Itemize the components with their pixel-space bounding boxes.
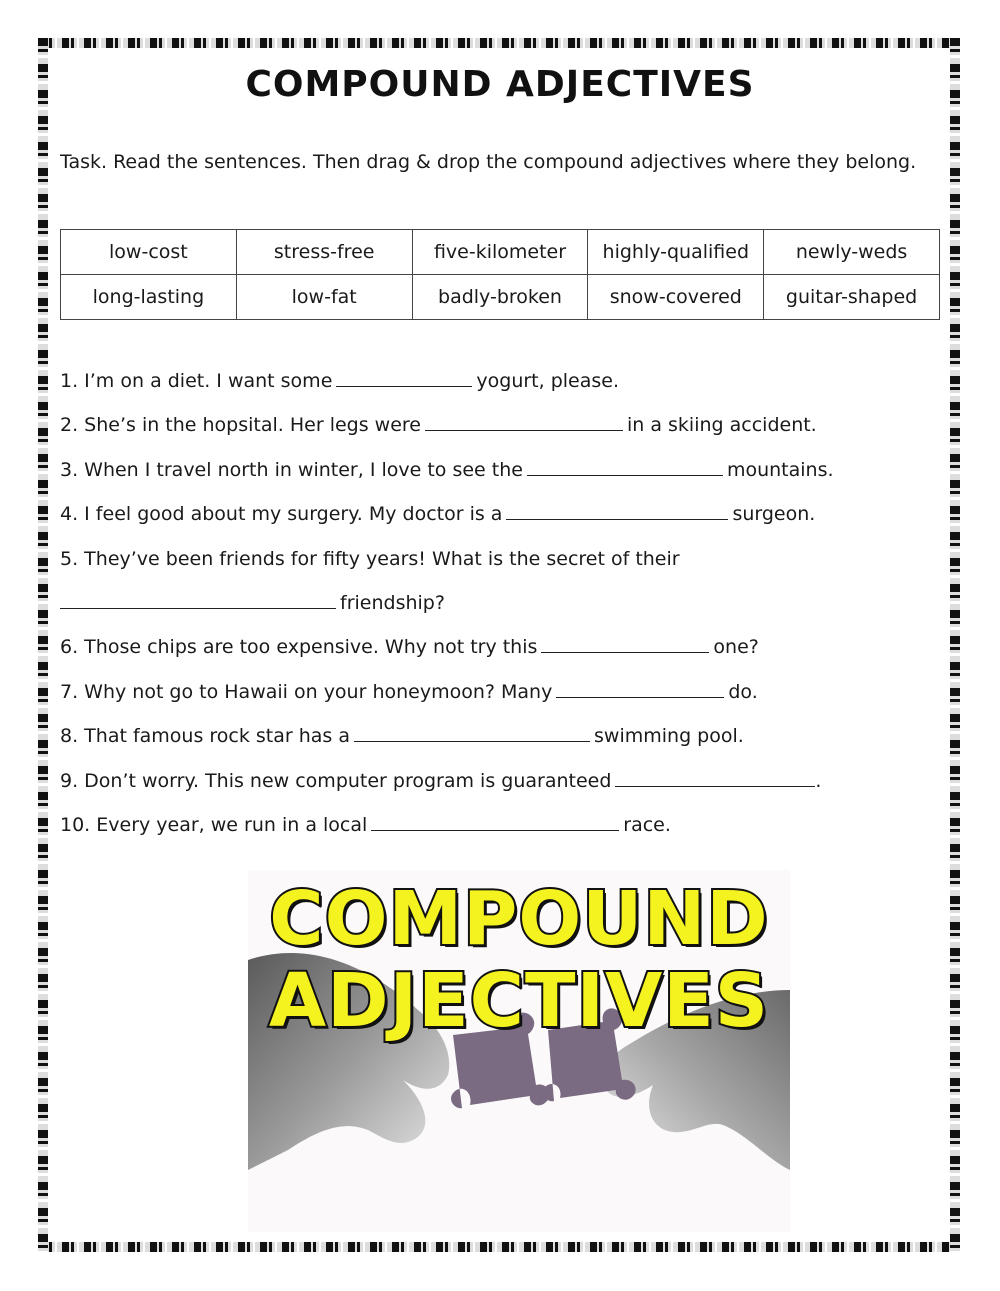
word-option[interactable]: low-cost [61,230,237,275]
sentence-text: do. [728,680,758,703]
sentence-text: swimming pool. [594,725,744,748]
answer-blank[interactable] [556,681,724,698]
sentence-text: 4. I feel good about my surgery. My doctor is a [60,503,503,526]
page-border-left [38,38,48,1252]
word-option[interactable]: five-kilometer [412,230,588,275]
answer-blank[interactable] [506,503,728,520]
sentence-text: yogurt, please. [476,370,620,392]
page-border-bottom [40,1242,958,1252]
sentence-line [60,403,940,447]
answer-blank[interactable] [336,370,472,387]
sentence-text: one? [713,636,759,659]
answer-blank[interactable] [527,459,723,476]
sentence-text: 3. When I travel north in winter, I love to see the [60,458,523,481]
answer-blank[interactable] [425,414,623,431]
sentence-line [60,492,940,536]
word-bank [60,229,940,320]
answer-blank[interactable] [371,814,619,831]
sentence-line [60,714,940,758]
word-option[interactable]: low-fat [236,275,412,320]
answer-blank[interactable] [541,636,709,653]
word-bank-row [61,230,940,275]
compound-adjectives-illustration [248,870,790,1232]
sentence-text: 5. They’ve been friends for fifty years! What is the secret of their [60,547,680,570]
page-border-top [40,38,958,48]
sentence-text: 10. Every year, we run in a local [60,813,368,836]
page-border-right [950,38,960,1252]
task-instructions: Task. Read the sentences. Then drag & drop the compound adjectives where they belong. [60,151,917,173]
sentence-line [60,803,940,847]
art-title-line-2: ADJECTIVES [268,958,770,1044]
sentence-text: 2. She’s in the hopsital. Her legs were [60,414,421,437]
word-bank-row [61,275,940,320]
answer-blank[interactable] [615,770,815,787]
sentence-line [60,448,940,492]
word-option[interactable]: highly-qualified [588,230,764,275]
sentence-line [60,670,940,714]
sentence-text: surgeon. [732,503,816,526]
word-option[interactable]: long-lasting [61,275,237,320]
sentence-line [60,625,940,669]
answer-blank[interactable] [60,592,336,609]
sentence-text: mountains. [726,458,834,481]
sentence-text: friendship? [340,591,445,614]
word-option[interactable]: snow-covered [588,275,764,320]
art-title-line-1: COMPOUND [269,876,769,962]
sentence-text: race. [623,813,671,836]
sentence-text: 8. That famous rock star has a [60,725,351,748]
word-option[interactable]: newly-weds [764,230,940,275]
sentence-text: 6. Those chips are too expensive. Why not try this [60,636,538,659]
sentence-line [60,359,940,403]
word-option[interactable]: badly-broken [412,275,588,320]
answer-blank[interactable] [354,725,590,742]
sentence-text: . [815,769,822,792]
sentence-line [60,759,940,803]
sentence-text: 1. I’m on a diet. I want some [60,370,333,392]
sentence-text: 9. Don’t worry. This new computer program is guaranteed [60,769,612,792]
sentence-text: in a skiing accident. [626,414,817,437]
worksheet-title: COMPOUND ADJECTIVES [245,64,755,105]
sentence-line [60,581,940,625]
sentence-list [60,359,940,847]
word-option[interactable]: guitar-shaped [764,275,940,320]
word-option[interactable]: stress-free [236,230,412,275]
sentence-line [60,537,940,581]
sentence-text: 7. Why not go to Hawaii on your honeymoon? Many [60,680,553,703]
